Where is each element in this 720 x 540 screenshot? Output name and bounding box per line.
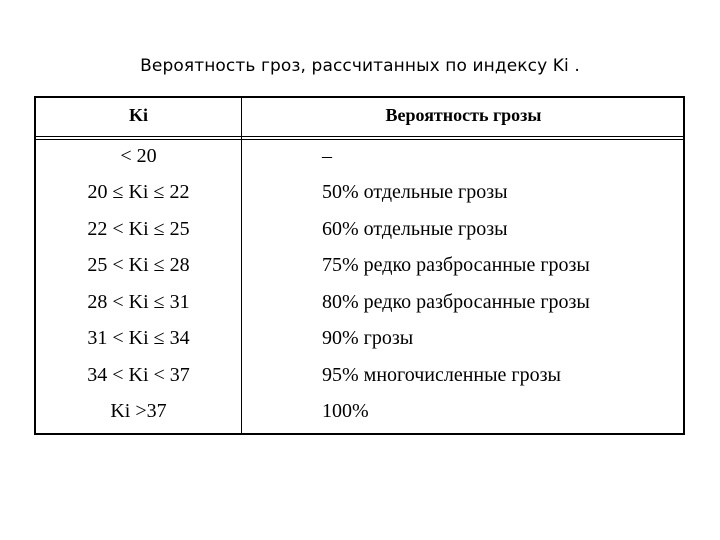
probability-cell: 80% редко разбросанные грозы [322, 291, 590, 313]
probability-cell: 95% многочисленные грозы [322, 364, 561, 386]
ki-range-cell: 31 < Ki ≤ 34 [87, 327, 190, 349]
table-row [36, 320, 683, 356]
probability-cell: 75% редко разбросанные грозы [322, 254, 590, 276]
table-row [36, 174, 683, 210]
table-row [36, 393, 683, 429]
probability-cell: 60% отдельные грозы [322, 218, 508, 240]
ki-range-cell: 34 < Ki < 37 [87, 364, 190, 386]
probability-cell: 100% [322, 400, 369, 422]
probability-cell: – [322, 145, 332, 167]
header-ki: Ki [128, 105, 148, 125]
ki-range-cell: 28 < Ki ≤ 31 [87, 291, 190, 313]
table-row [36, 211, 683, 247]
table-row [36, 284, 683, 320]
table-row [36, 138, 683, 174]
table-row [36, 247, 683, 283]
probability-cell: 90% грозы [322, 327, 414, 349]
ki-range-cell: 22 < Ki ≤ 25 [87, 218, 190, 240]
ki-range-cell: 25 < Ki ≤ 28 [87, 254, 190, 276]
ki-range-cell: 20 ≤ Ki ≤ 22 [87, 181, 190, 203]
table-row [36, 357, 683, 393]
ki-range-cell: < 20 [120, 145, 157, 167]
header-probability: Вероятность грозы [385, 105, 542, 125]
ki-range-cell: Ki >37 [110, 400, 167, 422]
slide-title: Вероятность гроз, рассчитанных по индексу Ki . [140, 56, 580, 76]
probability-cell: 50% отдельные грозы [322, 181, 508, 203]
ki-probability-table [34, 96, 685, 435]
